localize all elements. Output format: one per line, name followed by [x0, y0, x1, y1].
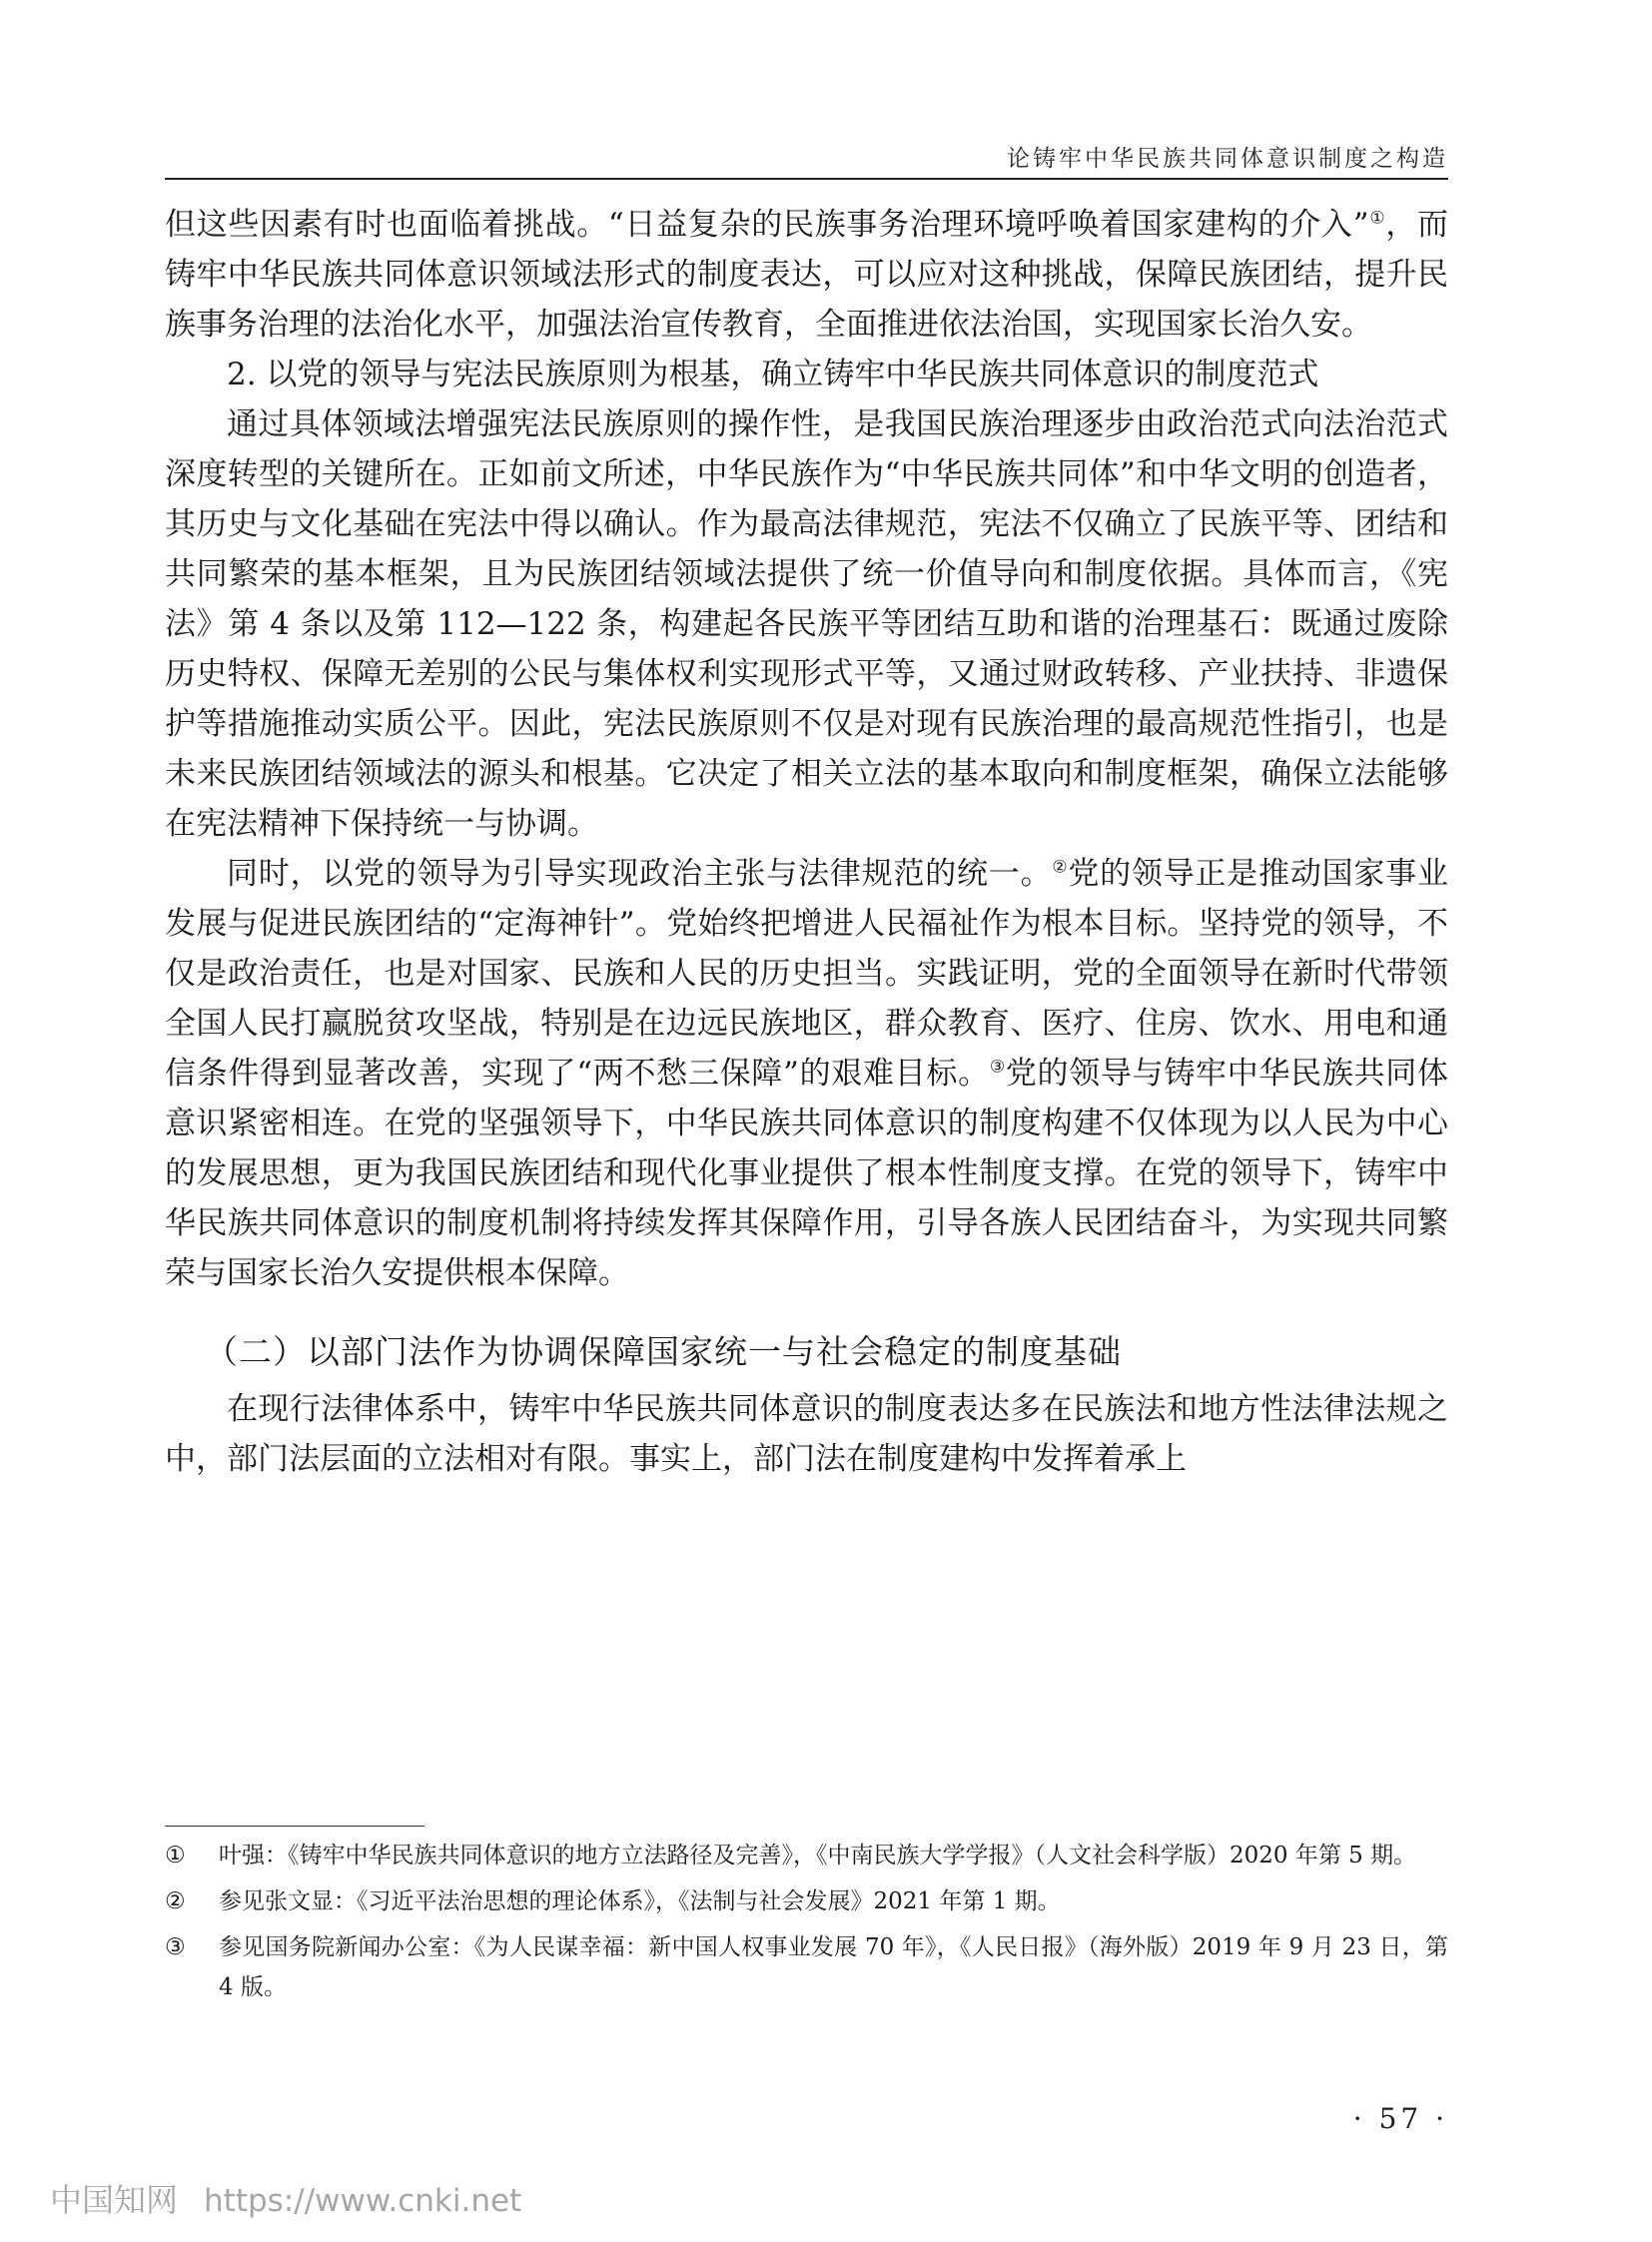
- section-heading: （二）以部门法作为协调保障国家统一与社会稳定的制度基础: [205, 1332, 1122, 1371]
- subsection-heading: 2. 以党的领导与宪法民族原则为根基，确立铸牢中华民族共同体意识的制度范式: [227, 357, 1319, 392]
- paragraph-3: 通过具体领域法增强宪法民族原则的操作性，是我国民族治理逐步由政治范式向法治范式深度转型的关键所在。正如前文所述，中华民族作为“中华民族共同体”和中华文明的创造者，其历史与文化基础在宪法中得以确认。作为最高法律规范，宪法不仅确立了民族平等、团结和共同繁荣的基本框架，且为民族团结领域法提供了统一价值导向和制度依据。具体而言，《宪法》第 4 条以及第 112—122 条，构建起各民族平等团结互助和谐的治理基石：既通过废除历史特权、保障无差别的公民与集体权利实现形式平等，又通过财政转移、产业扶持、非遗保护等措施推动实质公平。因此，宪法民族原则不仅是对现有民族治理的最高规范性指引，也是未来民族团结领域法的源头和根基。它决定了相关立法的基本取向和制度框架，确保立法能够在宪法精神下保持统一与协调。: [165, 406, 1448, 842]
- footnotes: [165, 1836, 1448, 2013]
- paragraph-4-text-a: 同时，以党的领导为引导实现政治主张与法律规范的统一。: [227, 856, 1053, 892]
- footnote-number: ③: [165, 1934, 186, 1960]
- footnote-text: 参见国务院新闻办公室：《为人民谋幸福：新中国人权事业发展 70 年》，《人民日报》（海外版）2019 年 9 月 23 日，第 4 版。: [219, 1934, 1448, 2000]
- paragraph-1: [165, 200, 1448, 350]
- watermark-url[interactable]: https://www.cnki.net: [204, 2183, 522, 2219]
- paragraph-4-text-b: 党的领导正是推动国家事业发展与促进民族团结的“定海神针”。党始终把增进人民福祉作为根本目标。坚持党的领导，不仅是政治责任，也是对国家、民族和人民的历史担当。实践证明，党的全面领导在新时代带领全国人民打赢脱贫攻坚战，特别是在边远民族地区，群众教育、医疗、住房、饮水、用电和通信条件得到显著改善，实现了“两不愁三保障”的艰难目标。: [165, 856, 1449, 1092]
- page-number: · 57 ·: [1352, 2102, 1448, 2135]
- footnote-3: [165, 1927, 1448, 2007]
- footnote-2: [165, 1881, 1448, 1921]
- footnote-ref-3[interactable]: ③: [989, 1057, 1006, 1078]
- footnote-ref-1[interactable]: ①: [1368, 208, 1386, 229]
- footnote-text: 参见张文显：《习近平法治思想的理论体系》，《法制与社会发展》2021 年第 1 期。: [219, 1888, 1061, 1914]
- footnote-text: 叶强：《铸牢中华民族共同体意识的地方立法路径及完善》，《中南民族大学学报》（人文社会科学版）2020 年第 5 期。: [219, 1843, 1417, 1868]
- paragraph-1-text-b: ，而铸牢中华民族共同体意识领域法形式的制度表达，可以应对这种挑战，保障民族团结，提升民族事务治理的法治化水平，加强法治宣传教育，全面推进依法治国，实现国家长治久安。: [165, 207, 1449, 343]
- cnki-watermark: [50, 2175, 521, 2221]
- main-text: [165, 200, 1448, 1484]
- paragraph-4-text-c: 党的领导与铸牢中华民族共同体意识紧密相连。在党的坚强领导下，中华民族共同体意识的制度构建不仅体现为以人民为中心的发展思想，更为我国民族团结和现代化事业提供了根本性制度支撑。在党的领导下，铸牢中华民族共同体意识的制度机制将持续发挥其保障作用，引导各族人民团结奋斗，为实现共同繁荣与国家长治久安提供根本保障。: [165, 1056, 1448, 1291]
- footnote-number: ①: [165, 1843, 186, 1868]
- paragraph-4: [165, 849, 1448, 1298]
- footnote-rule: [165, 1826, 424, 1827]
- footnote-number: ②: [165, 1888, 186, 1914]
- paragraph-5: 在现行法律体系中，铸牢中华民族共同体意识的制度表达多在民族法和地方性法律法规之中，部门法层面的立法相对有限。事实上，部门法在制度建构中发挥着承上: [165, 1391, 1448, 1477]
- header-rule: [165, 178, 1448, 180]
- footnote-ref-2[interactable]: ②: [1052, 857, 1069, 878]
- running-title: 论铸牢中华民族共同体意识制度之构造: [1007, 146, 1448, 172]
- watermark-brand: 中国知网: [50, 2181, 179, 2219]
- footnote-1: [165, 1836, 1448, 1875]
- paragraph-1-text-a: 但这些因素有时也面临着挑战。“日益复杂的民族事务治理环境呼唤着国家建构的介入”: [165, 207, 1369, 243]
